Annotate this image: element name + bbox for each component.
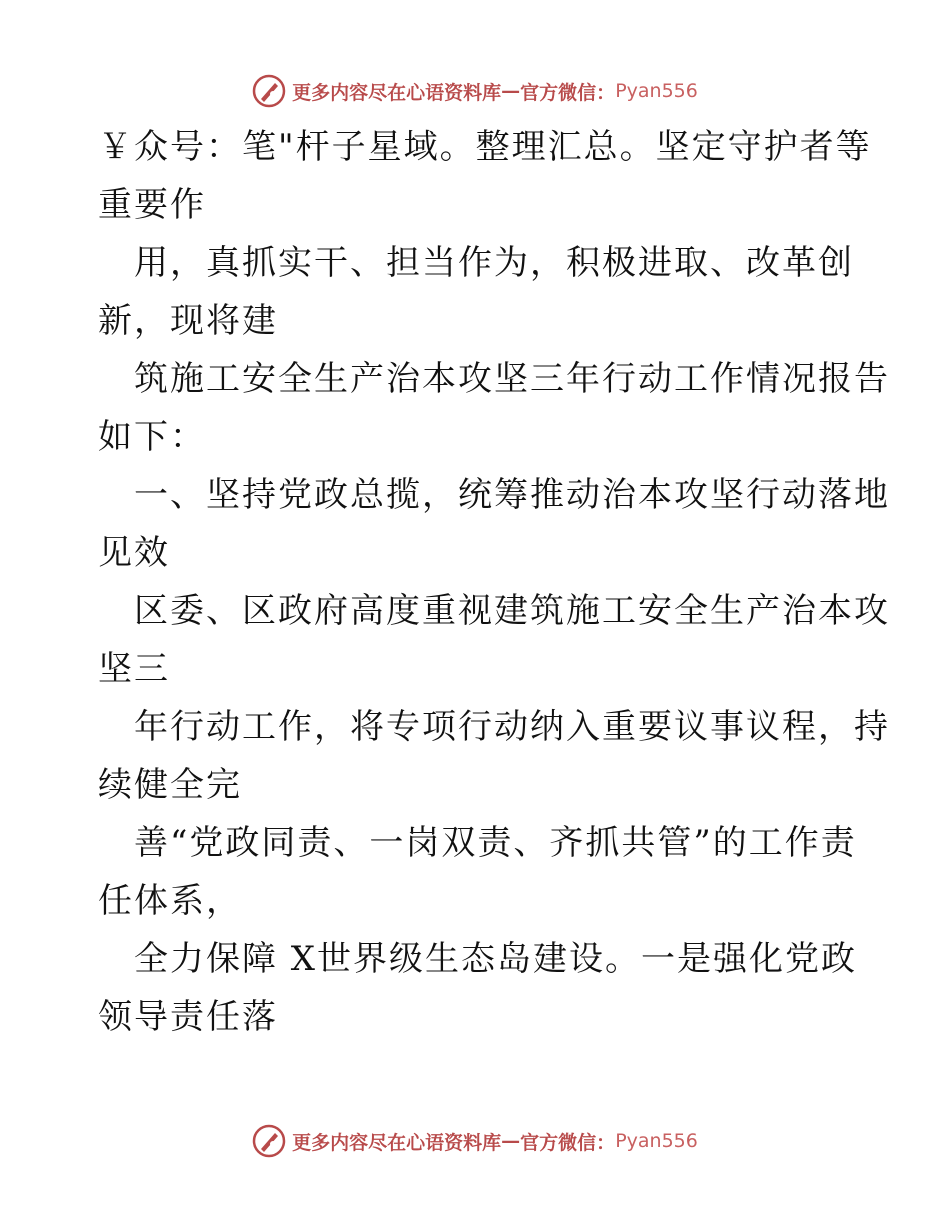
doc-line: 坚三 bbox=[98, 649, 170, 689]
doc-line: 新，现将建 bbox=[98, 301, 278, 341]
watermark-brand: 更多内容尽在心语资料库 bbox=[292, 81, 502, 104]
pen-logo-icon bbox=[252, 1124, 286, 1158]
doc-line: 筑施工安全生产治本攻坚三年行动工作情况报告 bbox=[134, 359, 890, 399]
doc-line: 全力保障 X世界级生态岛建设。一是强化党政 bbox=[134, 939, 858, 979]
doc-line: 年行动工作，将专项行动纳入重要议事议程，持 bbox=[134, 707, 890, 747]
watermark-wechat-label: 官方微信： bbox=[520, 81, 616, 104]
watermark-brand: 更多内容尽在心语资料库 bbox=[292, 1131, 502, 1154]
doc-line: 善“党政同责、一岗双责、齐抓共管”的工作责 bbox=[134, 823, 857, 863]
watermark-wechat-id: Pyan556 bbox=[615, 80, 698, 102]
watermark-separator: — bbox=[501, 1130, 521, 1152]
watermark-wechat-id: Pyan556 bbox=[615, 1130, 698, 1152]
doc-line: 续健全完 bbox=[98, 765, 242, 805]
doc-line: ￥众号：笔"杆子星域。整理汇总。坚定守护者等 bbox=[98, 127, 872, 167]
header-watermark bbox=[0, 71, 950, 111]
pen-logo-icon bbox=[252, 74, 286, 108]
doc-line: 区委、区政府高度重视建筑施工安全生产治本攻 bbox=[134, 591, 890, 631]
watermark-wechat-label: 官方微信： bbox=[520, 1131, 616, 1154]
document-body bbox=[98, 118, 888, 1046]
doc-line: 见效 bbox=[98, 533, 170, 573]
doc-line: 领导责任落 bbox=[98, 997, 278, 1037]
doc-line: 用，真抓实干、担当作为，积极进取、改革创 bbox=[134, 243, 854, 283]
doc-line: 一、坚持党政总揽，统筹推动治本攻坚行动落地 bbox=[134, 475, 890, 515]
doc-line: 重要作 bbox=[98, 185, 206, 225]
watermark-separator: — bbox=[501, 80, 521, 102]
footer-watermark bbox=[0, 1121, 950, 1161]
doc-line: 任体系， bbox=[98, 881, 242, 921]
doc-line: 如下： bbox=[98, 417, 206, 457]
